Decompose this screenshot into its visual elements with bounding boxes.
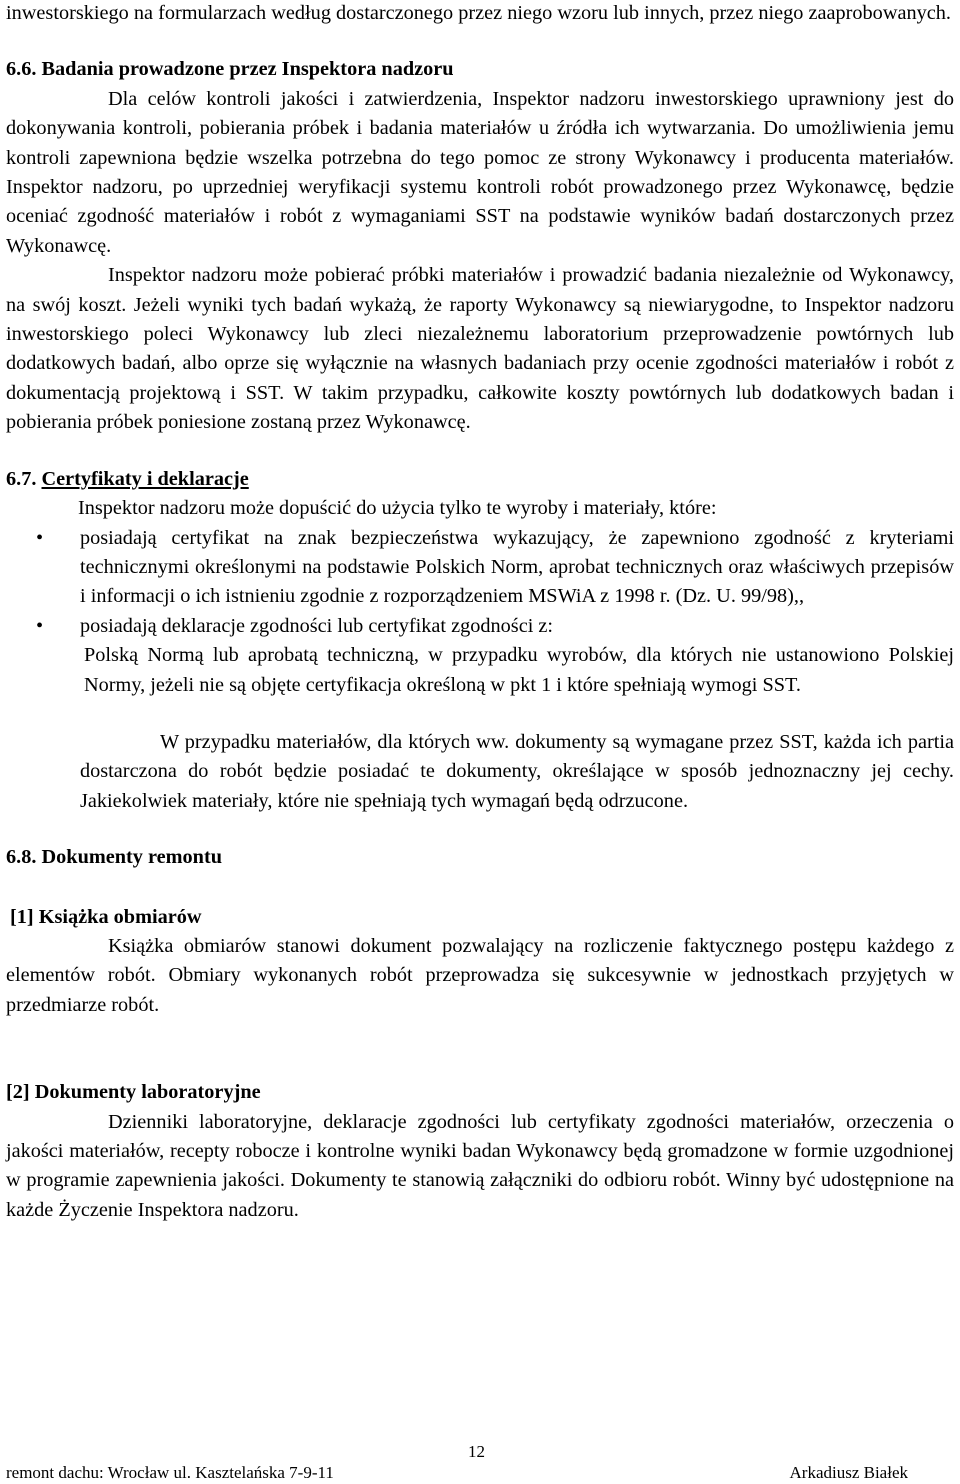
section-6-8-heading [6,843,954,872]
subsection-heading: [2] Dokumenty laboratoryjne [6,1081,261,1104]
section-6-7-title: Certyfikaty i deklaracje [41,467,249,490]
section-6-8 [6,843,954,1225]
list-item [6,524,954,612]
section-6-8-number: 6.8. [6,846,37,869]
section-6-7-paragraph: W przypadku materiałów, dla których ww. dokumenty są wymagane przez SST, każda ich partia dostarczona do robót będzie posiadać te dokumenty, określające w sposób jednoznaczny jej cechy. Jakiekolwiek materiały, które nie spełniają tych wymagań będą odrzucone. [80,730,954,812]
section-6-6-heading [6,55,954,84]
section-6-6-number: 6.6. [6,58,37,81]
subsection-paragraph: Dzienniki laboratoryjne, deklaracje zgodności lub certyfikaty zgodności materiałów, orzeczenia o jakości materiałów, recepty robocze i kontrolne wyniki badan Wykonawcy będą gromadzone w formie uzgodnionej w programie zapewnienia jakości. Dokumenty te stanowią załączniki do odbioru robót. Winny być udostępnione na każde Życzenie Inspektora nadzoru. [6,1110,954,1221]
requirements-list [6,524,954,642]
section-6-7-intro: Inspektor nadzoru może dopuścić do użycia tylko te wyroby i materiały, które: [78,497,717,520]
section-6-7-heading [6,465,954,494]
bullet-icon: • [36,614,44,637]
list-item-text: posiadają deklaracje zgodności lub certyfikat zgodności z: [80,614,554,637]
section-6-6-paragraph-1: Dla celów kontroli jakości i zatwierdzenia, Inspektor nadzoru inwestorskiego uprawniony jest do dokonywania kontroli, pobierania próbek i badania materiałów u źródła ich wytwarzania. Do umożliwienia jemu kontroli zapewniona będzie wszelka potrzebna do tego pomoc ze strony Wykonawcy i producenta materiałów. Inspektor nadzoru, po uprzedniej weryfikacji systemu kontroli robót prowadzonego przez Wykonawcę, będzie oceniać zgodność materiałów i robót z wymaganiami SST na podstawie wyników badań dostarczonych przez Wykonawcę. [6,87,954,257]
section-6-6 [6,55,954,437]
section-6-7 [6,465,954,816]
subsection-paragraph: Książka obmiarów stanowi dokument pozwalający na rozliczenie faktycznego postępu każdego z elementów robót. Obmiary wykonanych robót przeprowadza się sukcesywnie w jednostkach przyjętych w przedmiarze robót. [6,934,954,1016]
footer-author: Arkadiusz Białek [789,1463,908,1482]
section-6-8-title: Dokumenty remontu [41,846,222,869]
list-item-continuation: Polską Normą lub aprobatą techniczną, w przypadku wyrobów, dla których nie ustanowiono Polskiej Normy, jeżeli nie są objęte certyfikacja określoną w pkt 1 i które spełniają wymogi SST. [84,644,954,696]
bullet-icon: • [36,526,44,549]
list-item-text: posiadają certyfikat na znak bezpieczeństwa wykazujący, że zapewniono zgodność z kryteriami technicznymi określonymi na podstawie Polskich Norm, aprobat technicznych oraz właściwych przepisów i informacji o ich istnieniu zgodnie z rozporządzeniem MSWiA z 1998 r. (Dz. U. 99/98),, [80,526,954,608]
section-6-6-paragraph-2: Inspektor nadzoru może pobierać próbki materiałów i prowadzić badania niezależnie od Wykonawcy, na swój koszt. Jeżeli wyniki tych badań wykażą, że raporty Wykonawcy są niewiarygodne, to Inspektor nadzoru inwestorskiego poleci Wykonawcy lub zleci niezależnemu laboratorium przeprowadzenie powtórnych lub dodatkowych badań, albo oprze się wyłącznie na własnych badaniach przy ocenie zgodności materiałów i robót z dokumentacją projektową i SST. W takim przypadku, całkowite koszty powtórnych lub dodatkowych badan i pobierania próbek poniesione zostaną przez Wykonawcę. [6,264,954,434]
page-number: 12 [468,1442,485,1461]
subsection-heading: [1] Książka obmiarów [10,905,202,928]
section-6-7-number: 6.7. [6,467,37,490]
paragraph-top: inwestorskiego na formularzach według dostarczonego przez niego wzoru lub innych, przez niego zaaprobowanych. [6,2,951,24]
list-item [6,612,954,641]
document-page [6,0,954,1225]
section-6-6-title: Badania prowadzone przez Inspektora nadzoru [41,58,454,81]
footer-project: remont dachu: Wrocław ul. Kasztelańska 7-9-11 [6,1463,334,1482]
